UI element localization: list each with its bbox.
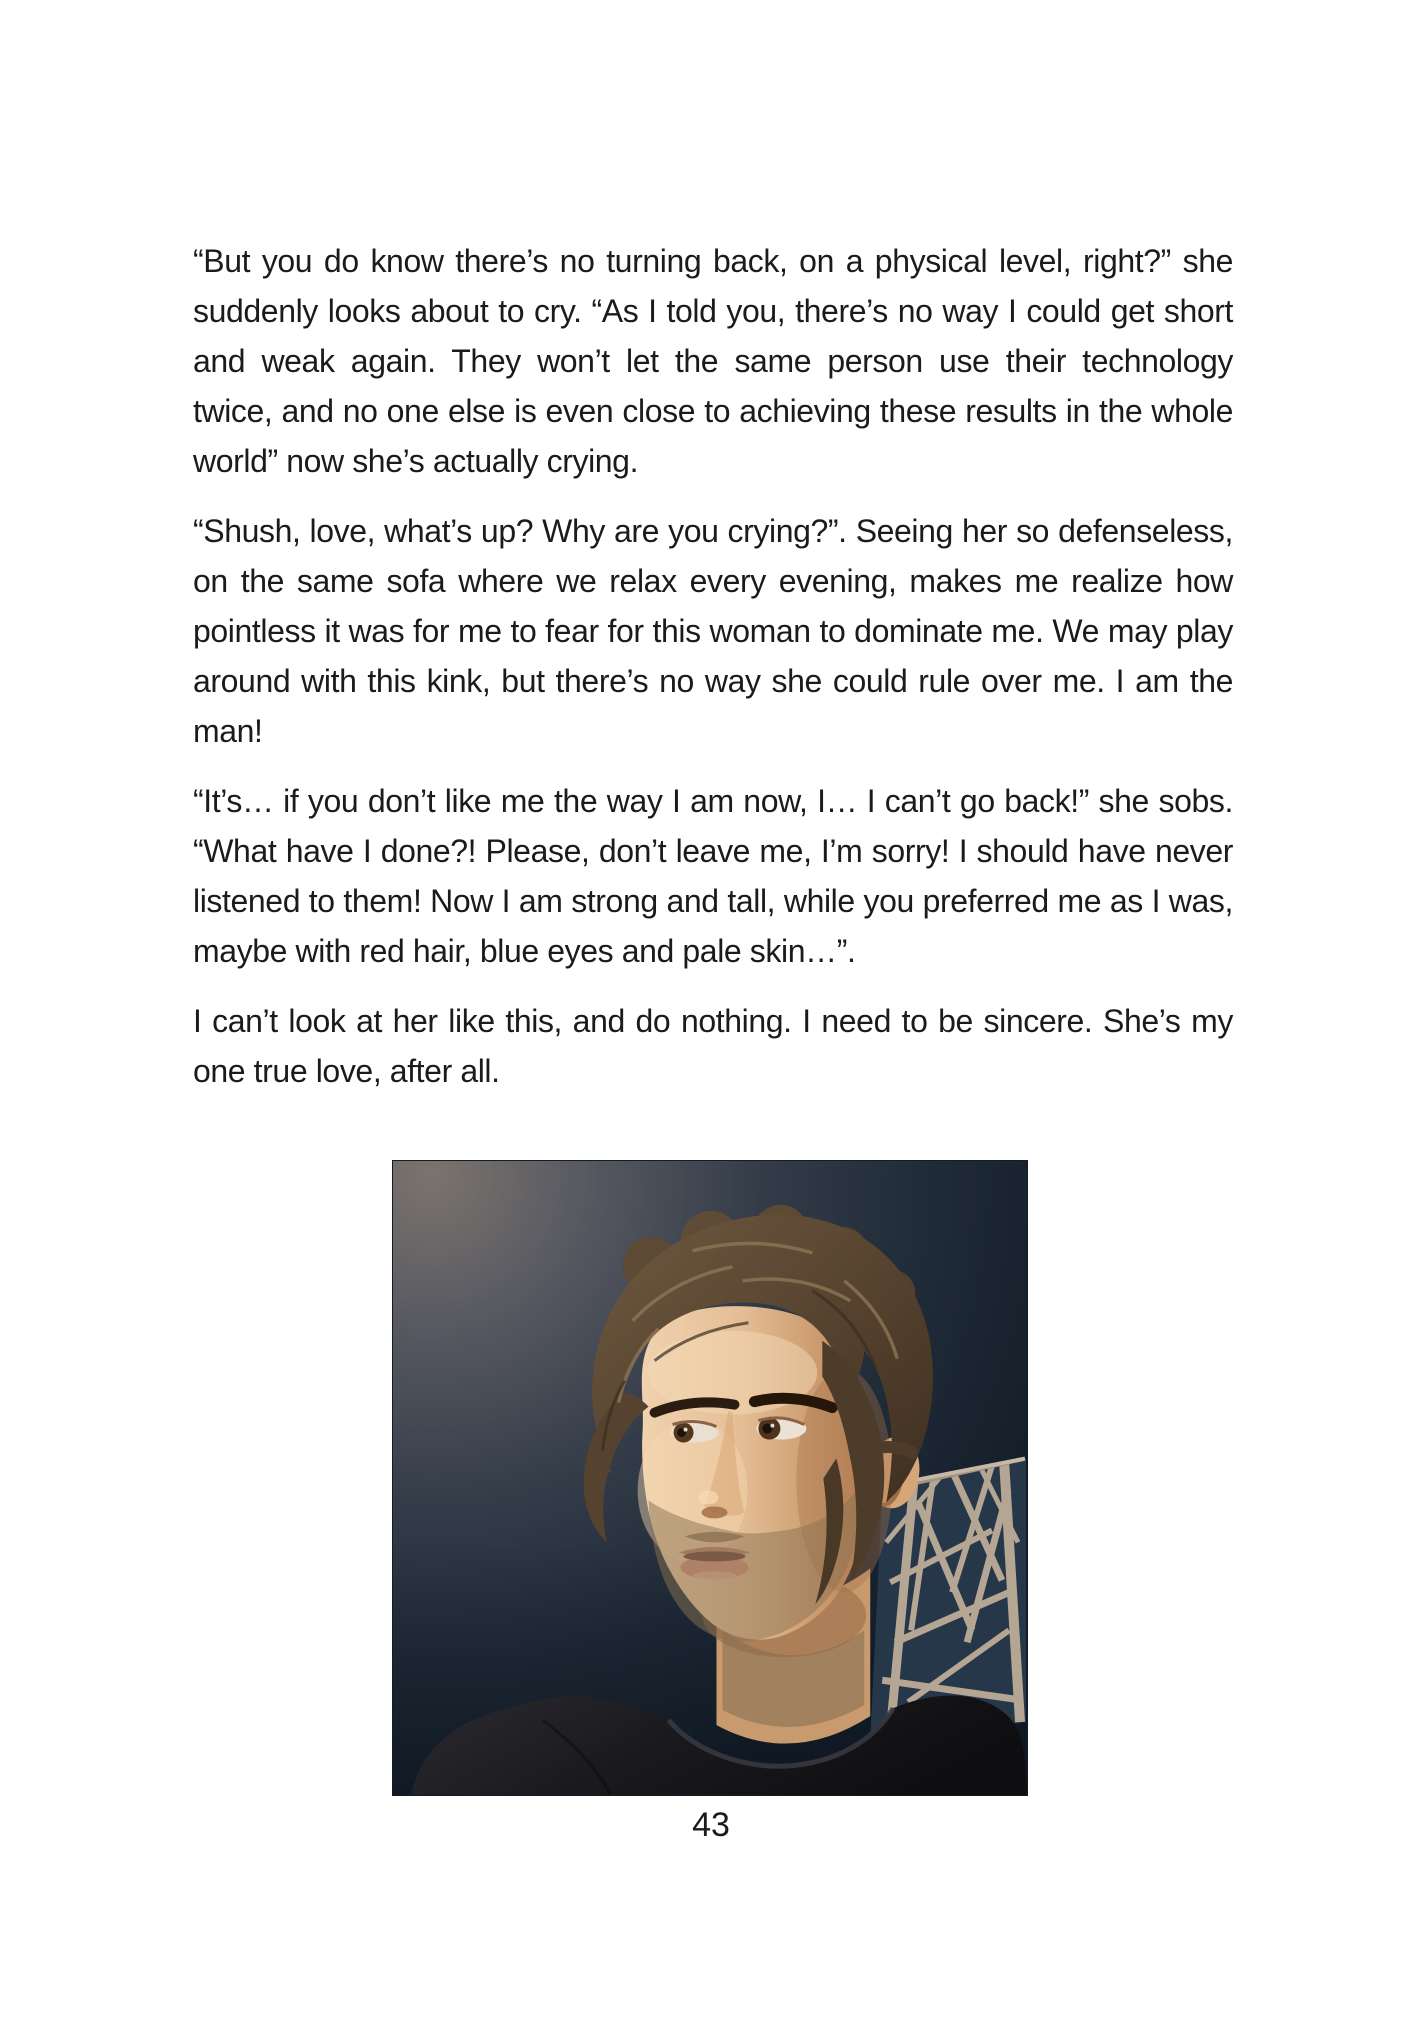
portrait-image xyxy=(393,1161,1027,1795)
page-number: 43 xyxy=(692,1806,730,1844)
portrait-figure xyxy=(392,1160,1028,1796)
paragraph-3: “It’s… if you don’t like me the way I am now, I… I can’t go back!” she sobs. “What have I done?! Please, don’t leave me, I’m sorry! I should have never listened to them! Now I am strong and tall, while you preferred me as I was, maybe with red hair, blue eyes and pale skin…”. xyxy=(193,783,1233,969)
paragraph-1: “But you do know there’s no turning back, on a physical level, right?” she suddenly looks about to cry. “As I told you, there’s no way I could get short and weak again. They won’t let the same person use their technology twice, and no one else is even close to achieving these results in the whole world” now she’s actually crying. xyxy=(193,243,1233,479)
story-text xyxy=(193,236,1233,1116)
paragraph-4: I can’t look at her like this, and do nothing. I need to be sincere. She’s my one true love, after all. xyxy=(193,1003,1233,1089)
paragraph-2: “Shush, love, what’s up? Why are you crying?”. Seeing her so defenseless, on the same sofa where we relax every evening, makes me realize how pointless it was for me to fear for this woman to dominate me. We may play around with this kink, but there’s no way she could rule over me. I am the man! xyxy=(193,513,1233,749)
